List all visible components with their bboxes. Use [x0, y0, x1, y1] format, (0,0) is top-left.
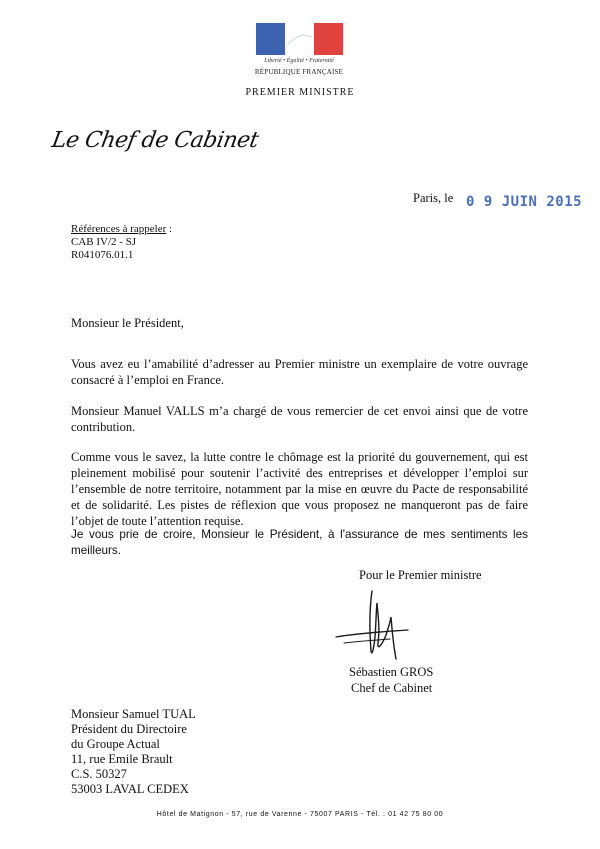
letter-paragraph: Vous avez eu l’amabilité d’adresser au Premier ministre un exemplaire de votre ouvrage consacré à l’emploi en France.	[71, 357, 528, 387]
date-stamp: 0 9 JUIN 2015	[466, 194, 583, 210]
letter-paragraph: Comme vous le savez, la lutte contre le chômage est la priorité du gouvernement, qui est pleinement mobilisé pour soutenir l’activité des entreprises et développer l’emploi sur l’ensemble de notre territoire, notamment par la mise en œuvre du Pacte de responsabilité et de solidarité. Les pistes de réflexion que vous proposez ne manqueront pas de faire l’objet de toute l’attention requise.	[71, 450, 528, 528]
office-header: PREMIER MINISTRE	[245, 87, 355, 98]
address-line: du Groupe Actual	[71, 737, 160, 751]
signer-title: Chef de Cabinet	[351, 681, 433, 695]
salutation: Monsieur le Président,	[71, 316, 184, 330]
marianne-logo	[253, 23, 345, 81]
handwritten-signature	[330, 585, 420, 670]
reference-line: CAB IV/2 - SJ	[71, 236, 137, 248]
signature-for: Pour le Premier ministre	[359, 568, 482, 582]
date-place: Paris, le	[413, 191, 454, 205]
tricolor-flag-icon	[256, 23, 343, 55]
recipient-address	[71, 707, 196, 797]
footer-address: Hôtel de Matignon - 57, rue de Varenne - 75007 PARIS - Tél. : 01 42 75 80 00	[156, 811, 444, 818]
closing-paragraph: Je vous prie de croire, Monsieur le Président, à l'assurance de mes sentiments les meilleurs.	[71, 528, 528, 557]
address-line: 53003 LAVAL CEDEX	[71, 782, 189, 796]
address-line: Président du Directoire	[71, 722, 187, 736]
republic-motto: Liberté • Égalité • Fraternité	[264, 58, 334, 64]
signer-name: Sébastien GROS	[349, 665, 434, 679]
references-colon: :	[166, 223, 173, 235]
sender-office-title: Le Chef de Cabinet	[49, 128, 261, 153]
address-line: C.S. 50327	[71, 767, 127, 781]
letter-paragraph: Monsieur Manuel VALLS m’a chargé de vous remercier de cet envoi ainsi que de votre contribution.	[71, 404, 528, 434]
reference-line: R041076.01.1	[71, 249, 134, 261]
references-label: Références à rappeler	[71, 223, 167, 235]
references-block	[71, 223, 172, 262]
address-line: Monsieur Samuel TUAL	[71, 707, 196, 721]
address-line: 11, rue Emile Brault	[71, 752, 173, 766]
republic-name: RÉPUBLIQUE FRANÇAISE	[254, 68, 344, 76]
